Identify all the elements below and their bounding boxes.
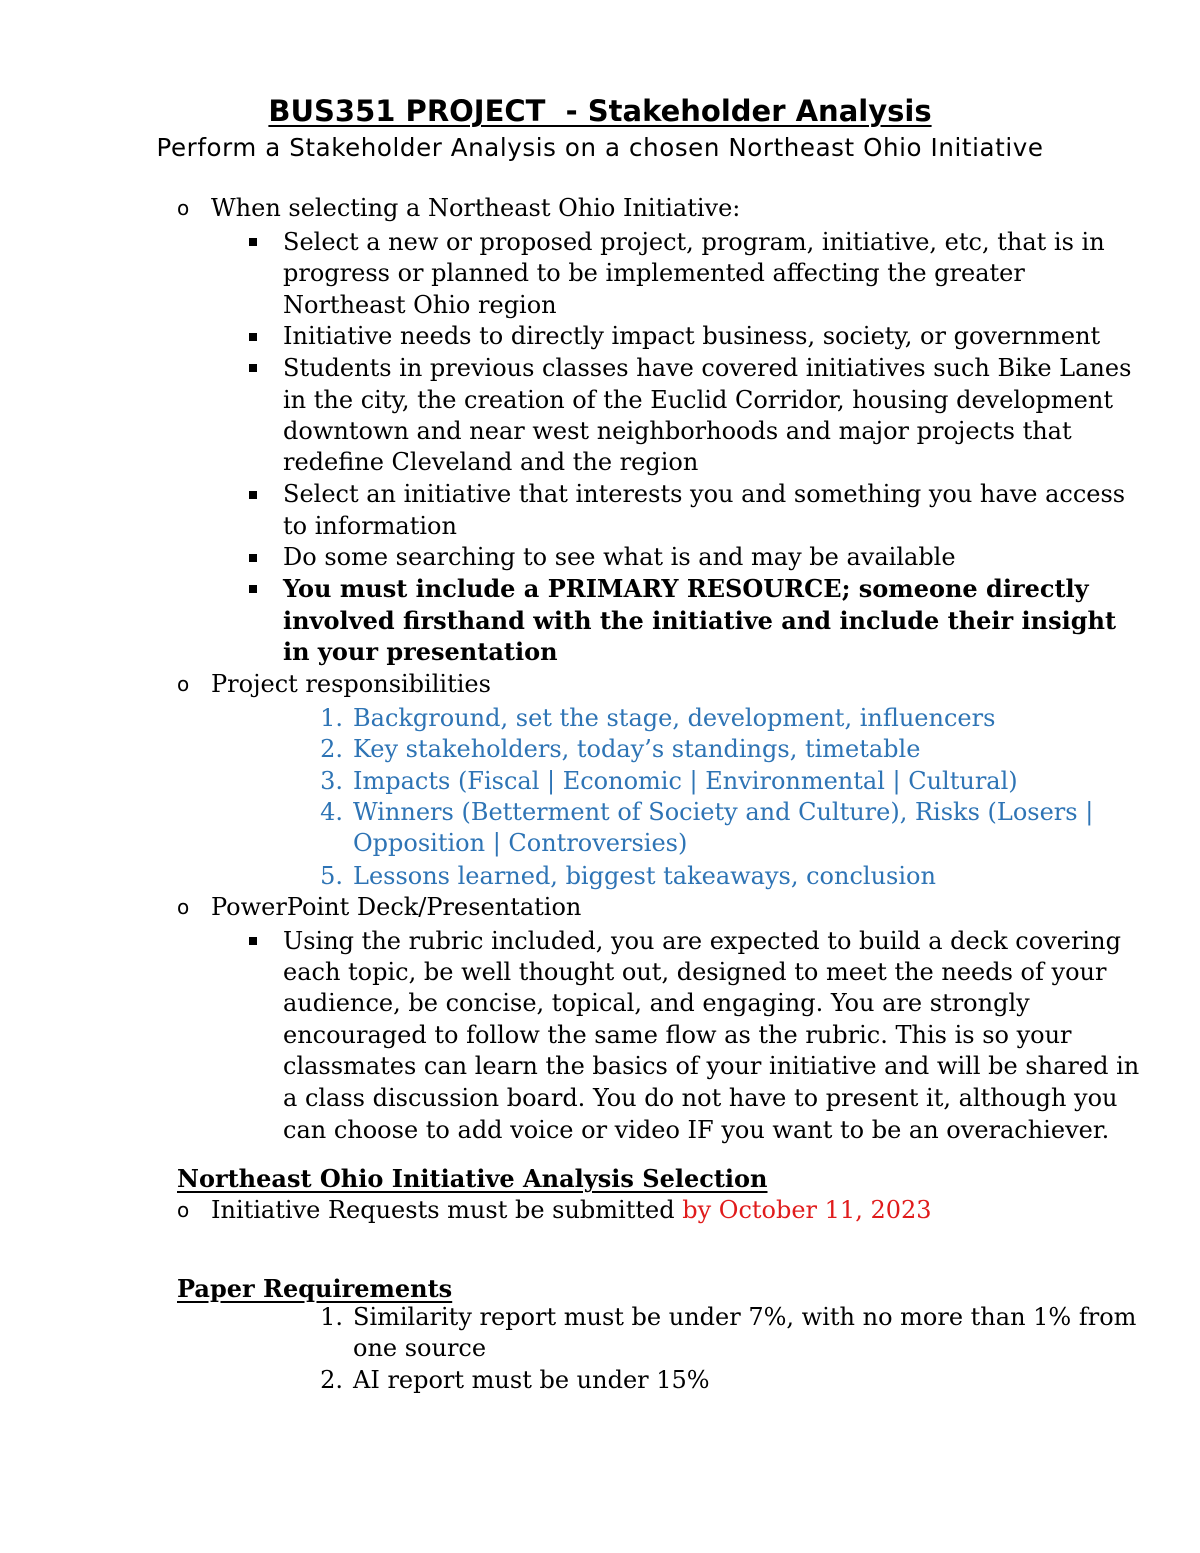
list-number: 4. — [320, 798, 343, 826]
responsibilities-label: Project responsibilities — [211, 670, 491, 698]
paper-heading: Paper Requirements — [177, 1274, 453, 1303]
list-item: audience, be concise, topical, and engaging. You are strongly — [283, 989, 1030, 1017]
selection-heading: Northeast Ohio Initiative Analysis Selection — [177, 1164, 768, 1193]
list-number: 1. — [320, 704, 343, 732]
page-subtitle: Perform a Stakeholder Analysis on a chosen Northeast Ohio Initiative — [156, 133, 1044, 162]
list-number: 2. — [320, 735, 343, 763]
list-item: Background, set the stage, development, influencers — [353, 704, 996, 732]
list-number: 2. — [320, 1366, 343, 1394]
circle-bullet: o — [177, 895, 190, 919]
list-item: to information — [283, 512, 457, 540]
list-item: one source — [353, 1334, 487, 1362]
circle-bullet: o — [177, 672, 190, 696]
list-item: Select an initiative that interests you and something you have access — [283, 480, 1126, 508]
list-item: redefine Cleveland and the region — [283, 448, 699, 476]
list-item: Winners (Betterment of Society and Culture), Risks (Losers | — [353, 798, 1094, 826]
list-item: downtown and near west neighborhoods and major projects that — [283, 417, 1072, 445]
list-item: Lessons learned, biggest takeaways, conclusion — [353, 862, 936, 890]
square-bullet — [249, 937, 257, 945]
primary-resource-note: in your presentation — [283, 637, 558, 666]
list-item: Students in previous classes have covered initiatives such Bike Lanes — [283, 354, 1132, 382]
list-item: in the city, the creation of the Euclid Corridor, housing development — [283, 386, 1113, 414]
square-bullet — [249, 364, 257, 372]
list-item: AI report must be under 15% — [353, 1366, 710, 1394]
selection-text — [211, 1195, 932, 1225]
deadline-date: by October 11, 2023 — [682, 1196, 932, 1224]
list-number: 5. — [320, 862, 343, 890]
list-item: can choose to add voice or video IF you want to be an overachiever. — [283, 1116, 1110, 1144]
list-number: 3. — [320, 767, 343, 795]
list-item: Do some searching to see what is and may be available — [283, 543, 956, 571]
square-bullet — [249, 491, 257, 499]
deck-label: PowerPoint Deck/Presentation — [211, 893, 582, 921]
list-item: classmates can learn the basics of your initiative and will be shared in — [283, 1052, 1140, 1080]
circle-bullet: o — [177, 1198, 190, 1222]
list-item: Select a new or proposed project, program, initiative, etc, that is in — [283, 228, 1105, 256]
list-number: 1. — [320, 1303, 343, 1331]
list-item: a class discussion board. You do not have to present it, although you — [283, 1084, 1118, 1112]
selecting-label: When selecting a Northeast Ohio Initiative: — [211, 194, 741, 222]
list-item: encouraged to follow the same flow as the rubric. This is so your — [283, 1021, 1072, 1049]
square-bullet — [249, 238, 257, 246]
list-item: Opposition | Controversies) — [353, 829, 688, 857]
selection-request-text: Initiative Requests must be submitted — [211, 1196, 683, 1224]
list-item: Similarity report must be under 7%, with no more than 1% from — [353, 1303, 1137, 1331]
list-item: Initiative needs to directly impact business, society, or government — [283, 322, 1101, 350]
list-item: each topic, be well thought out, designed to meet the needs of your — [283, 958, 1107, 986]
list-item: progress or planned to be implemented affecting the greater — [283, 259, 1025, 287]
page-title: BUS351 PROJECT - Stakeholder Analysis — [268, 94, 932, 128]
square-bullet — [249, 333, 257, 341]
list-item: Key stakeholders, today’s standings, timetable — [353, 735, 921, 763]
primary-resource-note: You must include a PRIMARY RESOURCE; someone directly — [283, 574, 1089, 603]
list-item: Using the rubric included, you are expected to build a deck covering — [283, 927, 1121, 955]
square-bullet — [249, 554, 257, 562]
list-item: Impacts (Fiscal | Economic | Environmental | Cultural) — [353, 767, 1018, 795]
primary-resource-note: involved firsthand with the initiative and include their insight — [283, 606, 1117, 635]
list-item: Northeast Ohio region — [283, 291, 557, 319]
square-bullet — [249, 585, 257, 593]
circle-bullet: o — [177, 196, 190, 220]
